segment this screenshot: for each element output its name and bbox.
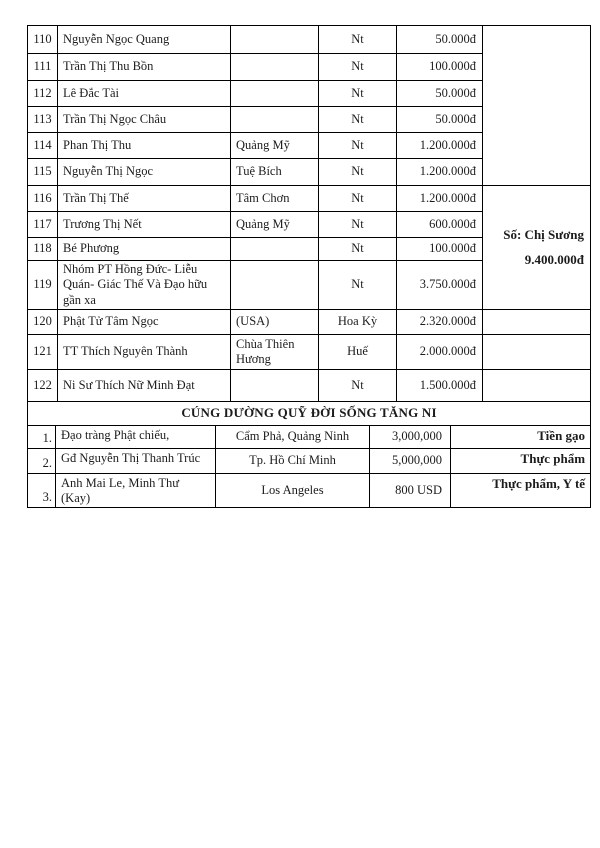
donation-tables	[27, 25, 590, 508]
notes-cell-empty	[483, 369, 591, 401]
section-header-row	[28, 401, 591, 425]
donor-name: TT Thích Nguyên Thành	[58, 334, 231, 369]
donor-amount: 1.200.000đ	[397, 133, 483, 159]
donor-name: Trần Thị Ngọc Châu	[58, 107, 231, 133]
donor-via: Nt	[319, 369, 397, 401]
row-number: 113	[28, 107, 58, 133]
donor-amount: 5,000,000	[370, 448, 451, 473]
row-number: 112	[28, 81, 58, 107]
donor-place: Quảng Mỹ	[231, 212, 319, 238]
donor-via: Nt	[319, 159, 397, 186]
tang-ni-fund-table	[27, 401, 591, 509]
donor-place	[231, 369, 319, 401]
row-number: 1.	[28, 425, 56, 448]
table-row	[28, 369, 591, 401]
donor-via: Nt	[319, 107, 397, 133]
donor-amount: 50.000đ	[397, 81, 483, 107]
donor-place	[231, 81, 319, 107]
donor-name: Phật Tử Tâm Ngọc	[58, 309, 231, 334]
donor-place: Quảng Mỹ	[231, 133, 319, 159]
notes-cell-empty	[483, 309, 591, 334]
row-number: 120	[28, 309, 58, 334]
donor-place: Chùa Thiên Hương	[231, 334, 319, 369]
donor-name: Nguyễn Thị Ngọc	[58, 159, 231, 186]
table-row	[28, 473, 591, 508]
row-number: 118	[28, 238, 58, 261]
row-number: 116	[28, 186, 58, 212]
donor-name: Trương Thị Nết	[58, 212, 231, 238]
donor-via: Nt	[319, 212, 397, 238]
donation-kind: Thực phẩm, Y tế	[451, 473, 591, 508]
donor-amount: 800 USD	[370, 473, 451, 508]
donor-name: Ni Sư Thích Nữ Minh Đạt	[58, 369, 231, 401]
row-number: 122	[28, 369, 58, 401]
donor-name: Nhóm PT Hồng Đức- Liễu Quán- Giác Thế Và Đạo hữu gần xa	[58, 261, 231, 310]
row-number: 110	[28, 26, 58, 54]
donor-name: Phan Thị Thu	[58, 133, 231, 159]
donor-place: Los Angeles	[216, 473, 370, 508]
row-number: 119	[28, 261, 58, 310]
donor-via: Nt	[319, 133, 397, 159]
donor-amount: 1.200.000đ	[397, 186, 483, 212]
table-row	[28, 26, 591, 54]
table-row	[28, 448, 591, 473]
table-row	[28, 309, 591, 334]
table-row	[28, 425, 591, 448]
donor-via: Huế	[319, 334, 397, 369]
donation-kind: Tiền gạo	[451, 425, 591, 448]
donation-kind: Thực phẩm	[451, 448, 591, 473]
donor-amount: 2.000.000đ	[397, 334, 483, 369]
donor-via: Nt	[319, 26, 397, 54]
table-row	[28, 186, 591, 212]
donor-amount: 50.000đ	[397, 26, 483, 54]
donor-amount: 1.200.000đ	[397, 159, 483, 186]
donor-name: Gđ Nguyễn Thị Thanh Trúc	[56, 448, 216, 473]
donor-amount: 600.000đ	[397, 212, 483, 238]
row-number: 117	[28, 212, 58, 238]
donor-place	[231, 238, 319, 261]
row-number: 3.	[28, 473, 56, 508]
notes-cell-empty	[483, 334, 591, 369]
donor-place: Tp. Hồ Chí Minh	[216, 448, 370, 473]
donor-name: Trần Thị Thế	[58, 186, 231, 212]
donor-place: (USA)	[231, 309, 319, 334]
notes-merged-cell-empty	[483, 26, 591, 186]
donor-name: Lê Đắc Tài	[58, 81, 231, 107]
row-number: 114	[28, 133, 58, 159]
donor-name: Nguyễn Ngọc Quang	[58, 26, 231, 54]
donor-amount: 2.320.000đ	[397, 309, 483, 334]
donor-amount: 50.000đ	[397, 107, 483, 133]
table-row	[28, 334, 591, 369]
row-number: 115	[28, 159, 58, 186]
donor-table	[27, 25, 591, 402]
donor-place	[231, 107, 319, 133]
side-note-line1: Số: Chị Sương	[503, 227, 584, 243]
donor-via: Hoa Kỳ	[319, 309, 397, 334]
donor-name: Bé Phương	[58, 238, 231, 261]
section-header-title: CÚNG DƯỜNG QUỸ ĐỜI SỐNG TĂNG NI	[28, 401, 591, 425]
donor-amount: 100.000đ	[397, 54, 483, 81]
donor-via: Nt	[319, 54, 397, 81]
row-number: 2.	[28, 448, 56, 473]
donor-amount: 3,000,000	[370, 425, 451, 448]
donor-name: Anh Mai Le, Minh Thư (Kay)	[56, 473, 216, 508]
donor-place	[231, 26, 319, 54]
donor-name: Trần Thị Thu Bồn	[58, 54, 231, 81]
donor-via: Nt	[319, 186, 397, 212]
donor-name: Đạo tràng Phật chiếu,	[56, 425, 216, 448]
donor-place: Tâm Chơn	[231, 186, 319, 212]
donor-place: Cẩm Phả, Quảng Ninh	[216, 425, 370, 448]
donor-amount: 100.000đ	[397, 238, 483, 261]
donor-place: Tuệ Bích	[231, 159, 319, 186]
donor-place	[231, 261, 319, 310]
donor-via: Nt	[319, 81, 397, 107]
donor-amount: 3.750.000đ	[397, 261, 483, 310]
donor-via: Nt	[319, 261, 397, 310]
side-note-cell	[483, 186, 591, 310]
donor-via: Nt	[319, 238, 397, 261]
side-note-line2: 9.400.000đ	[524, 251, 584, 267]
row-number: 111	[28, 54, 58, 81]
donor-amount: 1.500.000đ	[397, 369, 483, 401]
row-number: 121	[28, 334, 58, 369]
donor-place	[231, 54, 319, 81]
